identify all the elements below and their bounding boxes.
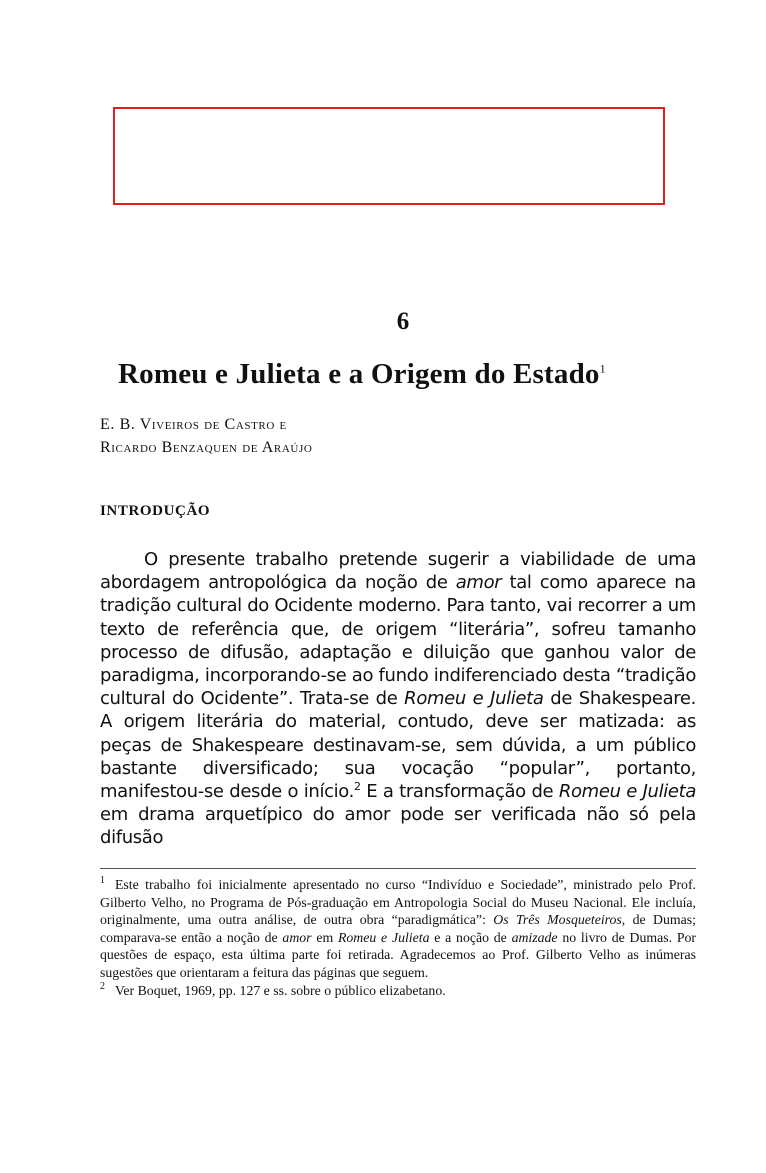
chapter-title-text: Romeu e Julieta e a Origem do Estado bbox=[118, 358, 600, 390]
authors bbox=[100, 413, 312, 459]
footnote-divider bbox=[100, 868, 696, 869]
footnote-number: 2 bbox=[100, 980, 105, 992]
body-text-segment: tal como aparece na tradição cultural do Ocidente moderno. Para tanto, vai recorrer a um texto de referência que, de origem “literária”, sofreu tamanho processo de difusão, adaptação e diluição que ganhou valor de paradigma, incorporando-se ao fundo indiferenciado desta “tradição cultural do Ocidente”. Trata-se de bbox=[100, 572, 696, 710]
body-text-segment: O presente trabalho pretende sugerir a viabilidade de uma abordagem antropológica da noção de bbox=[100, 549, 696, 594]
chapter-title bbox=[118, 358, 606, 391]
footnote-text: Ver Boquet, 1969, pp. 127 e ss. sobre o público elizabetano. bbox=[115, 982, 446, 998]
footnote-text: em bbox=[311, 929, 338, 945]
chapter-number: 6 bbox=[396, 308, 410, 335]
author-line-1: E. B. Viveiros de Castro e bbox=[100, 416, 287, 433]
body-emphasis: Romeu e Julieta bbox=[558, 781, 697, 803]
footnote-text: no livro de Dumas. Por questões de espaço, esta última parte foi retirada. Agradecemos ao Prof. Gilberto Velho as inúmeras sugestões que orientaram a feitura das páginas que seguem. bbox=[100, 929, 696, 980]
body-emphasis: Romeu e Julieta bbox=[404, 688, 544, 710]
footnote-1 bbox=[100, 876, 696, 982]
title-footnote-ref: 1 bbox=[599, 361, 606, 376]
footnote-emphasis: Os Três Mosqueteiros bbox=[493, 912, 622, 928]
body-text-segment: de Shakespeare. A origem literária do material, contudo, deve ser matizada: as peças de Shakespeare destinavam-se, sem dúvida, a um público bastante diversificado; sua vocação “popular”, portanto, manifestou-se desde o início. bbox=[100, 688, 697, 803]
body-text-segment: E a transformação de bbox=[360, 781, 559, 803]
body-text-segment: em drama arquetípico do amor pode ser verificada não só pela difusão bbox=[100, 804, 696, 849]
body-emphasis: amor bbox=[455, 572, 502, 594]
footnote-ref: 2 bbox=[354, 780, 361, 794]
redaction-box bbox=[113, 107, 665, 205]
footnote-2 bbox=[100, 982, 696, 1000]
author-line-2: Ricardo Benzaquen de Araújo bbox=[100, 439, 313, 456]
section-heading: INTRODUÇÃO bbox=[100, 503, 211, 519]
footnote-text: , de Dumas; comparava-se então a noção de bbox=[100, 912, 696, 945]
body-paragraph bbox=[100, 548, 696, 850]
footnote-emphasis: amizade bbox=[511, 929, 558, 945]
footnotes bbox=[100, 876, 696, 999]
footnote-number: 1 bbox=[100, 875, 105, 887]
footnote-text: e a noção de bbox=[429, 929, 512, 945]
footnote-text: Este trabalho foi inicialmente apresentado no curso “Indivíduo e Sociedade”, ministrado pelo Prof. Gilberto Velho, no Programa de Pós-graduação em Antropologia Social do Museu Nacional. Ele incluía, originalmente, uma outra análise, de outra obra “paradigmática”: bbox=[100, 877, 696, 928]
footnote-emphasis: amor bbox=[282, 929, 312, 945]
footnote-emphasis: Romeu e Julieta bbox=[337, 929, 430, 945]
